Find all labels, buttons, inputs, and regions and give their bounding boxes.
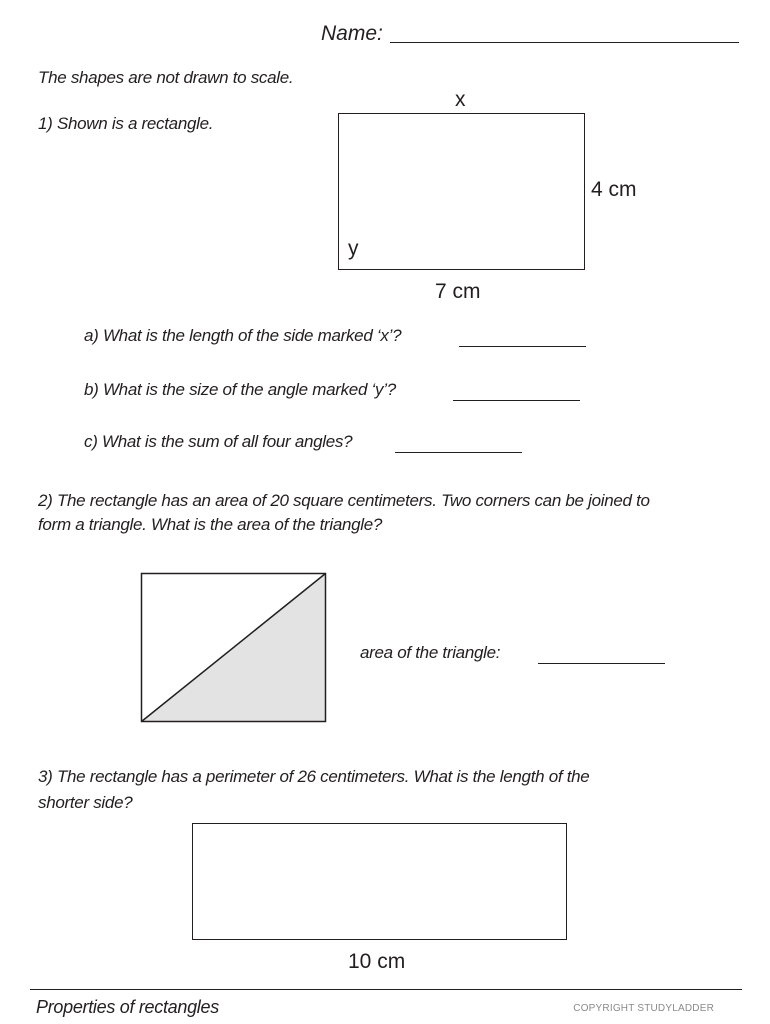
q2-rectangle-diagram <box>140 572 327 723</box>
q1b-answer-field[interactable] <box>453 400 580 401</box>
name-field[interactable] <box>390 42 739 43</box>
q1-label-7cm: 7 cm <box>435 280 481 303</box>
scale-note: The shapes are not drawn to scale. <box>38 68 294 87</box>
q3-label-10cm: 10 cm <box>348 950 406 973</box>
q1a-answer-field[interactable] <box>459 346 586 347</box>
footer-copyright: COPYRIGHT STUDYLADDER <box>573 1003 714 1014</box>
q2-prompt-line2: form a triangle. What is the area of the triangle? <box>38 515 383 534</box>
footer-title: Properties of rectangles <box>36 997 219 1017</box>
q1b-text: b) What is the size of the angle marked ‘y’? <box>84 380 396 399</box>
q2-prompt-line1: 2) The rectangle has an area of 20 square centimeters. Two corners can be joined to <box>38 491 650 510</box>
q3-prompt-line2: shorter side? <box>38 793 133 812</box>
q1-rectangle <box>338 113 585 270</box>
q2-answer-label: area of the triangle: <box>360 643 501 662</box>
q1c-text: c) What is the sum of all four angles? <box>84 432 353 451</box>
q1-label-x: x <box>455 88 466 111</box>
name-label: Name: <box>321 22 383 45</box>
q3-rectangle <box>192 823 567 940</box>
q1a-text: a) What is the length of the side marked ‘x’? <box>84 326 402 345</box>
q2-answer-field[interactable] <box>538 663 665 664</box>
q1c-answer-field[interactable] <box>395 452 522 453</box>
q3-prompt-line1: 3) The rectangle has a perimeter of 26 centimeters. What is the length of the <box>38 767 590 786</box>
footer-divider <box>30 989 742 990</box>
q1-prompt: 1) Shown is a rectangle. <box>38 114 214 133</box>
q1-label-y: y <box>348 237 359 260</box>
q1-label-4cm: 4 cm <box>591 178 637 201</box>
